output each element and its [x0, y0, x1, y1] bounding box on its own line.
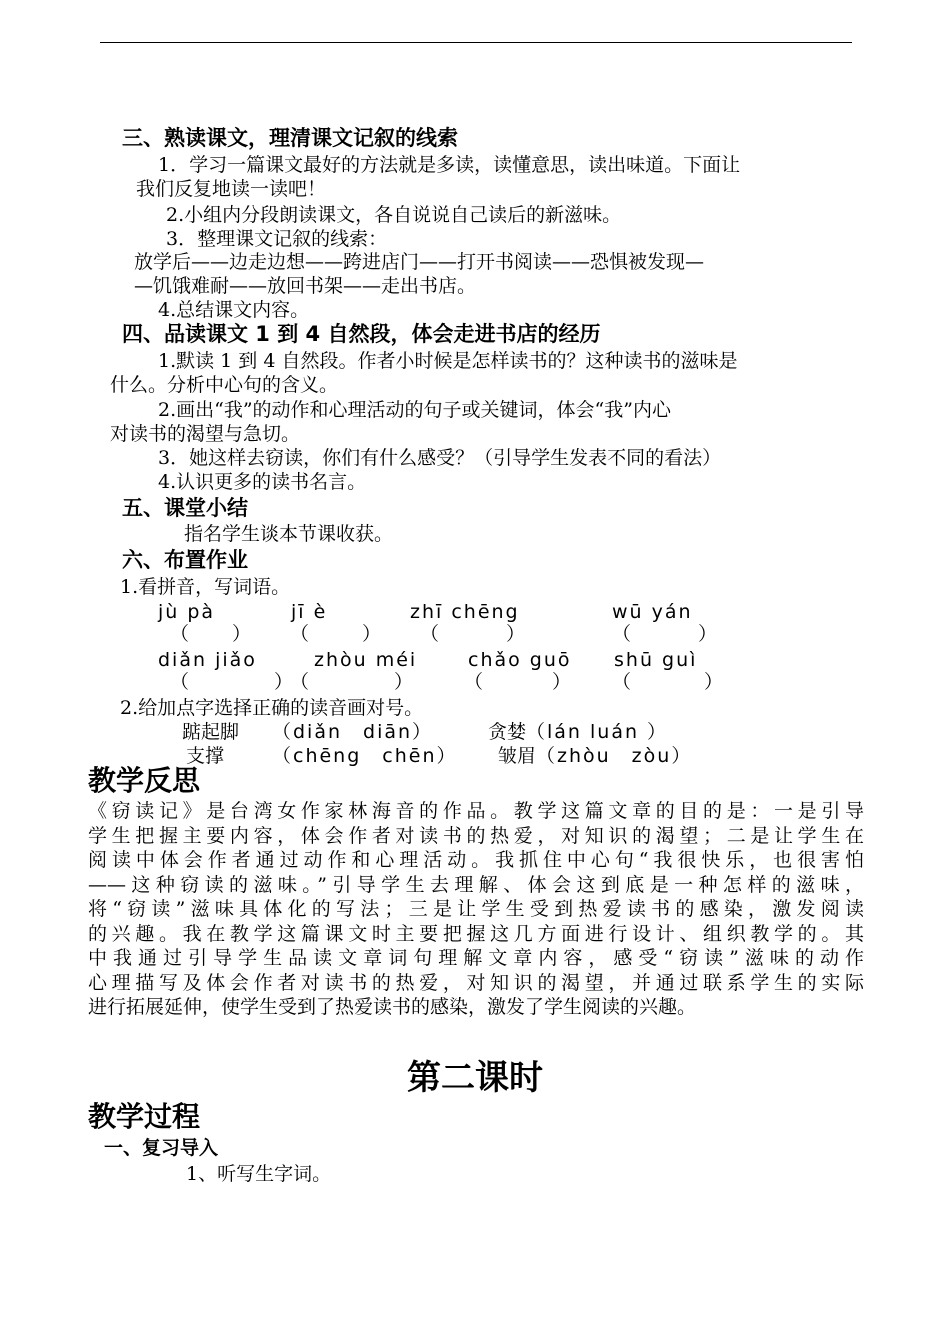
answer-paren-open: （: [170, 623, 190, 645]
answer-paren-close: ）: [506, 623, 526, 645]
answer-paren-close: ）: [704, 671, 724, 693]
process-heading: 教学过程: [88, 1100, 201, 1133]
reflection-line: 中我通过引导学生品读文章词句理解文章内容，感受“窃读”滋味的动作: [88, 947, 864, 969]
s3-item1-line2: 我们反复地读一读吧！: [136, 178, 327, 200]
pinyin-item: zhī chēng: [410, 601, 520, 623]
answer-paren-close: ）: [274, 671, 294, 693]
answer-paren-open: （: [612, 671, 632, 693]
s4-item3: 3．她这样去窃读，你们有什么感受？（引导学生发表不同的看法）: [158, 447, 722, 469]
answer-paren-close: ）: [698, 623, 718, 645]
answer-paren-open: （: [170, 671, 190, 693]
reflection-heading: 教学反思: [88, 764, 201, 797]
lesson-2-title: 第二课时: [407, 1058, 543, 1098]
s4-item4: 4.认识更多的读书名言。: [158, 471, 367, 493]
s3-item2: 2.小组内分段朗读课文，各自说说自己读后的新滋味。: [166, 204, 622, 226]
answer-paren-open: （: [612, 623, 632, 645]
reflection-paragraph: [88, 799, 864, 1020]
section-3-heading: 三、熟读课文，理清课文记叙的线索: [122, 126, 458, 150]
reflection-line: 将“窃读”滋味具体化的写法；三是让学生受到热爱读书的感染，激发阅读: [88, 898, 864, 920]
reflection-line: ——这种窃读的滋味。”引导学生去理解、体会这到底是一种怎样的滋味，: [88, 873, 864, 896]
s3-item3: 3．整理课文记叙的线索：: [166, 228, 388, 250]
s4-item1-line1: 1.默读 1 到 4 自然段。作者小时候是怎样读书的？这种读书的滋味是: [158, 350, 738, 372]
section-4-heading: 四、品读课文 1 到 4 自然段，体会走进书店的经历: [122, 322, 601, 346]
s3-clue-line2: —饥饿难耐——放回书架——走出书店。: [134, 275, 477, 297]
word-2-options: （lán luán ）: [526, 721, 669, 743]
pinyin-item: jī è: [291, 601, 328, 623]
s4-item2-line2: 对读书的渴望与急切。: [110, 423, 301, 445]
answer-paren-close: ）: [552, 671, 572, 693]
pinyin-item: jù pà: [158, 601, 216, 623]
s3-clue-line1: 放学后——边走边想——跨进店门——打开书阅读——恐惧被发现—: [134, 251, 705, 273]
pinyin-item: diǎn jiǎo: [158, 649, 257, 671]
pinyin-item: zhòu méi: [314, 649, 418, 671]
s4-item1-line2: 什么。分析中心句的含义。: [110, 374, 339, 396]
pinyin-item: chǎo guō: [468, 649, 572, 671]
answer-paren-close: ）: [394, 671, 414, 693]
reflection-line: 《窃读记》是台湾女作家林海音的作品。教学这篇文章的目的是：一是引导: [88, 800, 864, 822]
s5-body: 指名学生谈本节课收获。: [184, 523, 394, 545]
answer-paren-open: （: [290, 623, 310, 645]
s4-item2-line1: 2.画出“我”的动作和心理活动的句子或关键词，体会“我”内心: [158, 399, 671, 421]
answer-paren-close: ）: [232, 623, 252, 645]
s6-question1: 1.看拼音，写词语。: [120, 576, 291, 598]
s6-question2: 2.给加点字选择正确的读音画对号。: [120, 697, 424, 719]
section-6-heading: 六、布置作业: [122, 548, 248, 572]
s3-item4: 4.总结课文内容。: [158, 299, 310, 321]
pinyin-item: wū yán: [612, 601, 693, 623]
section-5-heading: 五、课堂小结: [122, 496, 248, 520]
s3-item1-line1: 1．学习一篇课文最好的方法就是多读，读懂意思，读出味道。下面让: [158, 154, 741, 176]
reflection-line: 心理描写及体会作者对读书的热爱，对知识的渴望，并通过联系学生的实际: [88, 971, 864, 994]
word-4: 皱眉: [498, 745, 537, 767]
word-4-options: （zhòu zòu）: [536, 745, 693, 767]
word-1: 踮起脚: [182, 721, 240, 743]
review-heading: 一、复习导入: [104, 1137, 219, 1159]
reflection-line: 进行拓展延伸，使学生受到了热爱读书的感染，激发了学生阅读的兴趣。: [88, 996, 697, 1018]
header-rule: [100, 42, 852, 43]
pinyin-item: shū guì: [614, 649, 698, 671]
answer-paren-close: ）: [362, 623, 382, 645]
reflection-line: 的兴趣。我在教学这篇课文时主要把握这几方面进行设计、组织教学的。其: [88, 922, 864, 945]
answer-paren-open: （: [290, 671, 310, 693]
answer-paren-open: （: [420, 623, 440, 645]
word-1-options: （diǎn diān）: [272, 721, 434, 743]
word-2: 贪婪: [488, 721, 527, 743]
review-item-1: 1、听写生字词。: [186, 1163, 332, 1185]
reflection-line: 学生把握主要内容，体会作者对读书的热爱，对知识的渴望；二是让学生在: [88, 824, 864, 847]
reflection-line: 阅读中体会作者通过动作和心理活动。我抓住中心句“我很快乐，也很害怕: [88, 849, 864, 871]
word-3: 支撑: [186, 745, 225, 767]
word-3-options: （chēng chēn）: [272, 745, 458, 767]
answer-paren-open: （: [464, 671, 484, 693]
